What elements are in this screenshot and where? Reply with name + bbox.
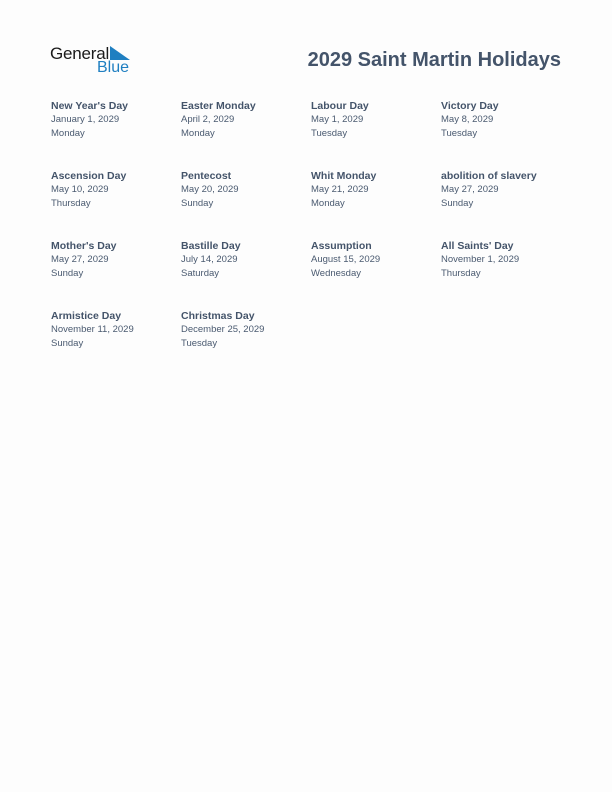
holiday-date: May 27, 2029: [51, 254, 109, 265]
holiday-weekday: Sunday: [181, 198, 214, 209]
holiday-date: July 14, 2029: [181, 254, 238, 265]
holiday-name: Labour Day: [311, 100, 369, 112]
holiday-name: Whit Monday: [311, 170, 377, 182]
holiday-weekday: Tuesday: [181, 338, 218, 349]
holiday-item: [181, 99, 311, 169]
holiday-weekday: Thursday: [441, 268, 481, 279]
holiday-weekday: Wednesday: [311, 268, 361, 279]
holiday-date: May 21, 2029: [311, 184, 369, 195]
holiday-date: May 27, 2029: [441, 184, 499, 195]
holiday-item: [51, 309, 181, 379]
holiday-name: Easter Monday: [181, 100, 256, 112]
logo: [50, 44, 140, 78]
holiday-date: August 15, 2029: [311, 254, 381, 265]
holiday-name: abolition of slavery: [441, 170, 537, 182]
holiday-name: Bastille Day: [181, 240, 241, 252]
holiday-weekday: Saturday: [181, 268, 220, 279]
holiday-item: [51, 239, 181, 309]
holiday-name: Christmas Day: [181, 310, 255, 322]
holiday-name: Assumption: [311, 240, 372, 252]
holiday-weekday: Tuesday: [311, 128, 348, 139]
logo-general-text: General: [50, 44, 110, 63]
holiday-date: May 8, 2029: [441, 114, 494, 125]
holiday-name: Pentecost: [181, 170, 232, 182]
holiday-weekday: Tuesday: [441, 128, 478, 139]
holiday-item: [181, 239, 311, 309]
holiday-weekday: Monday: [311, 198, 345, 209]
holiday-weekday: Sunday: [51, 338, 84, 349]
holiday-weekday: Thursday: [51, 198, 91, 209]
holiday-item: [181, 169, 311, 239]
holiday-item: [441, 169, 571, 239]
holiday-item: [311, 169, 441, 239]
holiday-weekday: Sunday: [51, 268, 84, 279]
holiday-grid: [51, 99, 571, 379]
holiday-item: [51, 99, 181, 169]
holiday-name: Victory Day: [441, 100, 499, 112]
holiday-item: [311, 99, 441, 169]
holiday-date: May 10, 2029: [51, 184, 109, 195]
holiday-weekday: Sunday: [441, 198, 474, 209]
holiday-date: January 1, 2029: [51, 114, 120, 125]
holiday-date: April 2, 2029: [181, 114, 235, 125]
holiday-weekday: Monday: [51, 128, 85, 139]
holiday-date: November 11, 2029: [51, 324, 134, 335]
page-title: 2029 Saint Martin Holidays: [307, 49, 561, 71]
holiday-item: [441, 99, 571, 169]
holiday-item: [51, 169, 181, 239]
holiday-weekday: Monday: [181, 128, 215, 139]
holiday-date: May 20, 2029: [181, 184, 239, 195]
holiday-date: May 1, 2029: [311, 114, 364, 125]
holiday-date: December 25, 2029: [181, 324, 265, 335]
holiday-date: November 1, 2029: [441, 254, 520, 265]
holiday-item: [311, 239, 441, 309]
logo-triangle-icon: [110, 46, 130, 60]
holiday-item: [441, 239, 571, 309]
holiday-name: Ascension Day: [51, 170, 127, 182]
logo-blue-text: Blue: [97, 59, 130, 76]
holiday-name: New Year's Day: [51, 100, 129, 112]
holiday-name: Mother's Day: [51, 240, 117, 252]
holiday-item: [181, 309, 311, 379]
holiday-name: Armistice Day: [51, 310, 122, 322]
holiday-name: All Saints' Day: [441, 240, 514, 252]
